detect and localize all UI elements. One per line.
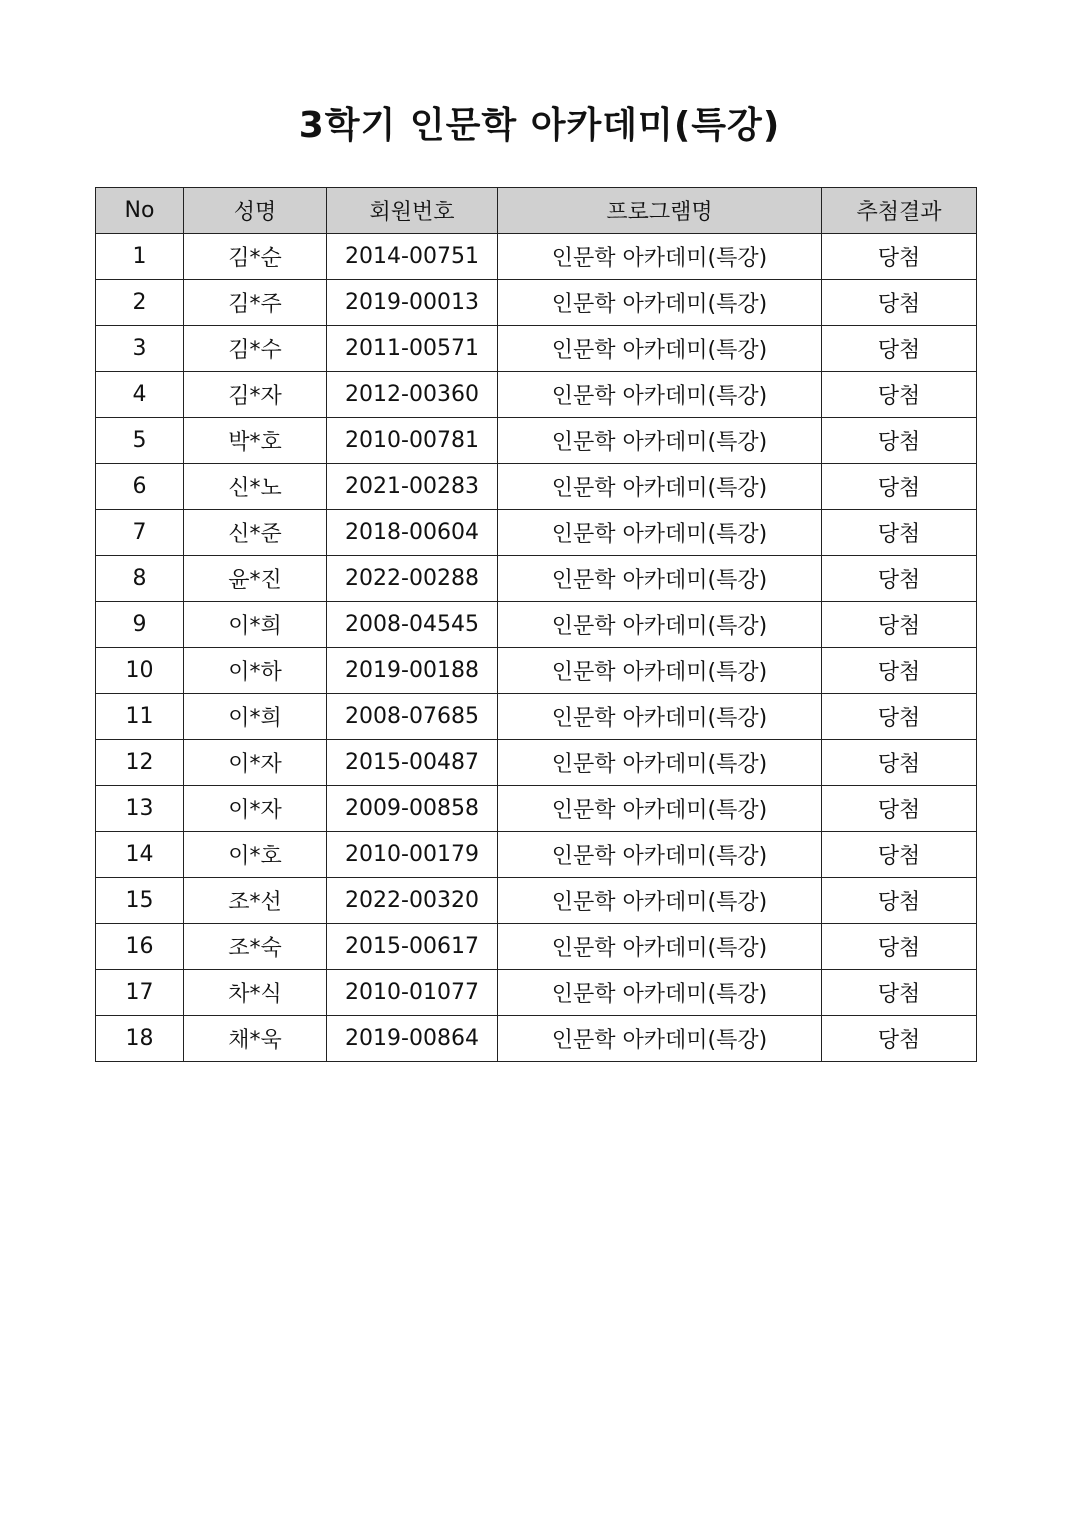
cell-result: 당첨 (822, 924, 977, 970)
cell-result: 당첨 (822, 510, 977, 556)
cell-name: 김*자 (184, 372, 327, 418)
cell-no: 5 (96, 418, 184, 464)
cell-member-id: 2019-00188 (327, 648, 498, 694)
cell-program: 인문학 아카데미(특강) (498, 602, 822, 648)
cell-result: 당첨 (822, 602, 977, 648)
table-row (96, 418, 977, 464)
table-row (96, 280, 977, 326)
header-name: 성명 (184, 188, 327, 234)
cell-program: 인문학 아카데미(특강) (498, 280, 822, 326)
cell-no: 3 (96, 326, 184, 372)
header-member-id: 회원번호 (327, 188, 498, 234)
table-row (96, 326, 977, 372)
cell-name: 이*자 (184, 740, 327, 786)
cell-program: 인문학 아카데미(특강) (498, 234, 822, 280)
table-body (96, 234, 977, 1062)
cell-result: 당첨 (822, 694, 977, 740)
cell-name: 김*수 (184, 326, 327, 372)
cell-member-id: 2010-00179 (327, 832, 498, 878)
cell-name: 이*희 (184, 602, 327, 648)
cell-member-id: 2008-07685 (327, 694, 498, 740)
cell-no: 9 (96, 602, 184, 648)
cell-member-id: 2008-04545 (327, 602, 498, 648)
cell-program: 인문학 아카데미(특강) (498, 418, 822, 464)
cell-result: 당첨 (822, 280, 977, 326)
table-row (96, 556, 977, 602)
table-row (96, 602, 977, 648)
header-no: No (96, 188, 184, 234)
cell-result: 당첨 (822, 372, 977, 418)
cell-name: 윤*진 (184, 556, 327, 602)
cell-member-id: 2019-00864 (327, 1016, 498, 1062)
cell-program: 인문학 아카데미(특강) (498, 556, 822, 602)
cell-member-id: 2010-01077 (327, 970, 498, 1016)
cell-result: 당첨 (822, 648, 977, 694)
cell-no: 11 (96, 694, 184, 740)
table-row (96, 694, 977, 740)
table-row (96, 970, 977, 1016)
cell-name: 조*숙 (184, 924, 327, 970)
header-program: 프로그램명 (498, 188, 822, 234)
table-row (96, 924, 977, 970)
table-row (96, 1016, 977, 1062)
table-row (96, 832, 977, 878)
cell-program: 인문학 아카데미(특강) (498, 464, 822, 510)
cell-no: 17 (96, 970, 184, 1016)
cell-member-id: 2015-00617 (327, 924, 498, 970)
cell-program: 인문학 아카데미(특강) (498, 924, 822, 970)
table-row (96, 786, 977, 832)
cell-result: 당첨 (822, 878, 977, 924)
cell-program: 인문학 아카데미(특강) (498, 832, 822, 878)
cell-name: 박*호 (184, 418, 327, 464)
table-row (96, 464, 977, 510)
cell-program: 인문학 아카데미(특강) (498, 1016, 822, 1062)
cell-no: 8 (96, 556, 184, 602)
cell-name: 차*식 (184, 970, 327, 1016)
table-row (96, 740, 977, 786)
cell-result: 당첨 (822, 464, 977, 510)
table-header-row (96, 188, 977, 234)
cell-name: 김*주 (184, 280, 327, 326)
cell-name: 이*자 (184, 786, 327, 832)
cell-name: 김*순 (184, 234, 327, 280)
cell-member-id: 2015-00487 (327, 740, 498, 786)
cell-no: 16 (96, 924, 184, 970)
cell-result: 당첨 (822, 1016, 977, 1062)
cell-no: 14 (96, 832, 184, 878)
cell-no: 12 (96, 740, 184, 786)
cell-no: 18 (96, 1016, 184, 1062)
cell-member-id: 2014-00751 (327, 234, 498, 280)
cell-no: 2 (96, 280, 184, 326)
cell-name: 신*노 (184, 464, 327, 510)
cell-member-id: 2018-00604 (327, 510, 498, 556)
cell-member-id: 2010-00781 (327, 418, 498, 464)
cell-result: 당첨 (822, 832, 977, 878)
cell-result: 당첨 (822, 326, 977, 372)
cell-no: 7 (96, 510, 184, 556)
table-row (96, 234, 977, 280)
cell-no: 10 (96, 648, 184, 694)
cell-no: 15 (96, 878, 184, 924)
header-result: 추첨결과 (822, 188, 977, 234)
cell-no: 4 (96, 372, 184, 418)
cell-member-id: 2011-00571 (327, 326, 498, 372)
cell-member-id: 2022-00288 (327, 556, 498, 602)
cell-no: 1 (96, 234, 184, 280)
cell-name: 이*하 (184, 648, 327, 694)
cell-program: 인문학 아카데미(특강) (498, 510, 822, 556)
cell-program: 인문학 아카데미(특강) (498, 372, 822, 418)
cell-program: 인문학 아카데미(특강) (498, 786, 822, 832)
cell-member-id: 2022-00320 (327, 878, 498, 924)
cell-name: 이*호 (184, 832, 327, 878)
cell-no: 13 (96, 786, 184, 832)
cell-result: 당첨 (822, 234, 977, 280)
table-row (96, 648, 977, 694)
cell-program: 인문학 아카데미(특강) (498, 694, 822, 740)
table-row (96, 510, 977, 556)
cell-no: 6 (96, 464, 184, 510)
cell-program: 인문학 아카데미(특강) (498, 326, 822, 372)
table-row (96, 372, 977, 418)
cell-name: 신*준 (184, 510, 327, 556)
cell-result: 당첨 (822, 970, 977, 1016)
cell-member-id: 2021-00283 (327, 464, 498, 510)
cell-program: 인문학 아카데미(특강) (498, 648, 822, 694)
page-title: 3학기 인문학 아카데미(특강) (298, 105, 781, 146)
table-row (96, 878, 977, 924)
lottery-results-table (95, 187, 977, 1062)
cell-program: 인문학 아카데미(특강) (498, 740, 822, 786)
cell-result: 당첨 (822, 418, 977, 464)
cell-program: 인문학 아카데미(특강) (498, 970, 822, 1016)
cell-name: 채*욱 (184, 1016, 327, 1062)
cell-result: 당첨 (822, 786, 977, 832)
cell-member-id: 2019-00013 (327, 280, 498, 326)
cell-result: 당첨 (822, 740, 977, 786)
cell-member-id: 2009-00858 (327, 786, 498, 832)
cell-result: 당첨 (822, 556, 977, 602)
cell-name: 조*선 (184, 878, 327, 924)
cell-program: 인문학 아카데미(특강) (498, 878, 822, 924)
cell-name: 이*희 (184, 694, 327, 740)
cell-member-id: 2012-00360 (327, 372, 498, 418)
